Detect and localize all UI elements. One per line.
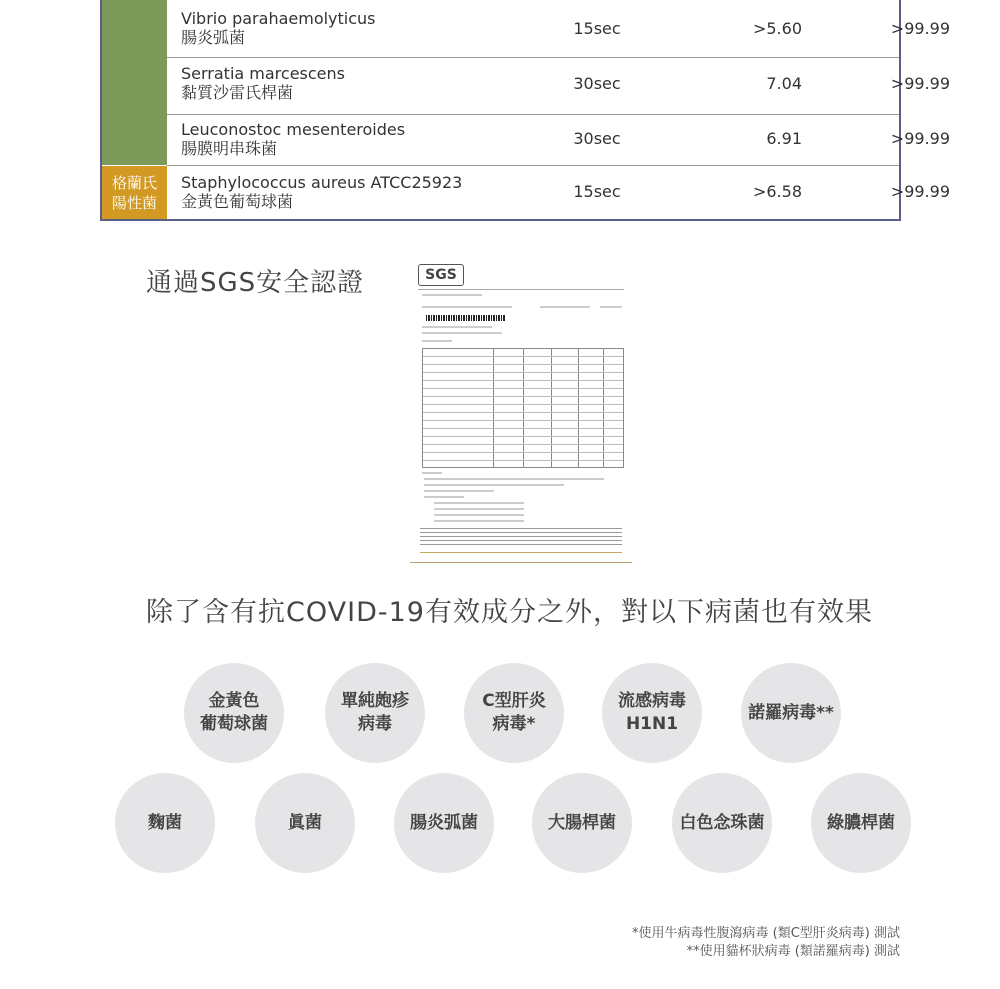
log-reduction: >5.60	[752, 19, 802, 38]
bacteria-name-en: Leuconostoc mesenteroides	[181, 120, 406, 139]
report-text-line	[422, 306, 512, 308]
pathogen-circle: C型肝炎 病毒*	[464, 663, 564, 763]
log-reduction: 6.91	[766, 129, 802, 148]
table-row	[167, 0, 950, 58]
bacteria-name	[181, 64, 345, 102]
report-text-line	[422, 326, 492, 328]
pathogen-circle: 大腸桿菌	[532, 773, 632, 873]
bacteria-name	[181, 120, 405, 158]
report-text-line	[434, 514, 524, 516]
bacteria-test-table	[100, 0, 950, 221]
report-text-line	[424, 490, 494, 492]
bacteria-name-zh: 腸膜明串珠菌	[181, 139, 278, 158]
report-text-line	[420, 532, 622, 533]
sgs-report-image	[410, 262, 632, 563]
bacteria-name-zh: 腸炎弧菌	[181, 28, 246, 47]
report-text-line	[600, 306, 622, 308]
footnotes	[632, 925, 900, 961]
reduction-rate: >99.99	[890, 74, 950, 93]
report-text-line	[422, 332, 502, 334]
pathogen-circle: 腸炎弧菌	[394, 773, 494, 873]
table-row	[167, 115, 950, 166]
report-text-line	[420, 544, 622, 545]
reduction-rate: >99.99	[890, 129, 950, 148]
test-time: 30sec	[573, 74, 621, 93]
report-text-line	[422, 472, 442, 474]
effect-heading: 除了含有抗COVID-19有效成分之外，對以下病菌也有效果	[146, 597, 873, 628]
bacteria-name	[181, 9, 376, 47]
category-gram-negative	[102, 0, 167, 165]
bacteria-name-en: Vibrio parahaemolyticus	[181, 9, 376, 28]
pathogen-circle: 綠膿桿菌	[811, 773, 911, 873]
bacteria-name-en: Serratia marcescens	[181, 64, 345, 83]
report-text-line	[420, 536, 622, 537]
bacteria-name-en: Staphylococcus aureus ATCC25923	[181, 173, 463, 192]
table-row	[167, 58, 950, 115]
log-reduction: >6.58	[752, 182, 802, 201]
bacteria-name-zh: 黏質沙雷氏桿菌	[181, 83, 294, 102]
pathogen-circle: 流感病毒 H1N1	[602, 663, 702, 763]
test-time: 30sec	[573, 129, 621, 148]
report-text-line	[434, 520, 524, 522]
report-text-line	[422, 294, 482, 296]
report-text-line	[424, 496, 464, 498]
report-text-line	[420, 540, 622, 541]
report-text-line	[434, 502, 524, 504]
report-text-line	[420, 528, 622, 529]
pathogen-circle: 白色念珠菌	[672, 773, 772, 873]
footnote: *使用牛病毒性腹瀉病毒 (類C型肝炎病毒) 測試	[632, 926, 900, 941]
report-table	[422, 348, 624, 468]
bacteria-name	[181, 173, 462, 211]
report-text-line	[434, 508, 524, 510]
sgs-certification-title: 通過SGS安全認證	[146, 268, 365, 298]
report-barcode	[426, 315, 506, 321]
report-text-line	[540, 306, 590, 308]
reduction-rate: >99.99	[890, 19, 950, 38]
reduction-rate: >99.99	[890, 182, 950, 201]
pathogen-circle: 單純皰疹 病毒	[325, 663, 425, 763]
test-time: 15sec	[573, 182, 621, 201]
category-gram-positive: 格蘭氏 陽性菌	[102, 166, 167, 219]
pathogen-circle: 眞菌	[255, 773, 355, 873]
pathogen-circle: 麴菌	[115, 773, 215, 873]
pathogen-circle: 金黃色 葡萄球菌	[184, 663, 284, 763]
report-footer-line	[420, 552, 622, 553]
report-divider	[418, 289, 624, 290]
table-row	[167, 166, 950, 219]
report-text-line	[424, 484, 564, 486]
report-text-line	[422, 340, 452, 342]
footnote: **使用貓杯狀病毒 (類諾羅病毒) 測試	[686, 944, 900, 959]
sgs-logo: SGS	[418, 264, 464, 286]
pathogen-circle: 諾羅病毒**	[741, 663, 841, 763]
report-text-line	[424, 478, 604, 480]
log-reduction: 7.04	[766, 74, 802, 93]
bacteria-name-zh: 金黃色葡萄球菌	[181, 192, 294, 211]
test-time: 15sec	[573, 19, 621, 38]
